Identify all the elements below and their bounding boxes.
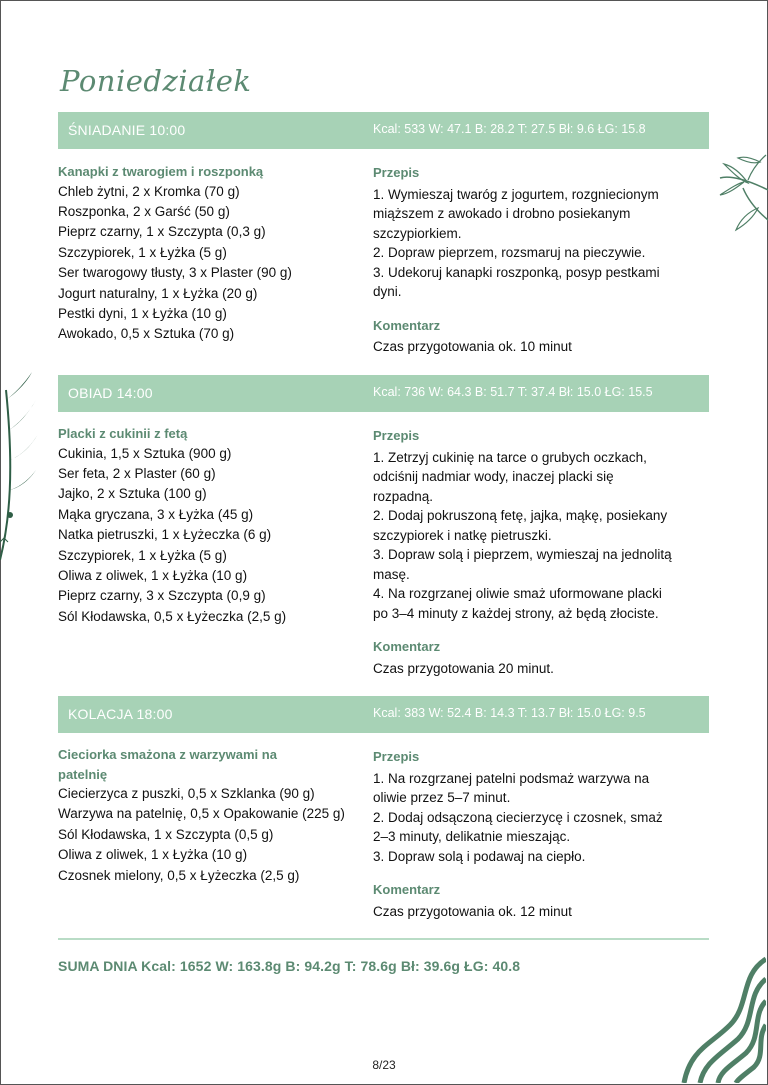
recipe-line: miąższem z awokado i drobno posiekanym — [373, 206, 631, 221]
meal-time: ŚNIADANIE 10:00 — [68, 122, 186, 138]
summary-divider — [58, 938, 709, 940]
recipe-label: Przepis — [373, 165, 420, 180]
leaf-decoration-right-icon — [718, 150, 768, 260]
ingredient-item: Jajko, 2 x Sztuka (100 g) — [58, 486, 207, 502]
recipe-line: odciśnij nadmiar wody, inaczej placki się — [373, 469, 614, 484]
recipe-line: 1. Na rozgrzanej patelni podsmaż warzywa na — [373, 770, 650, 786]
meal-time: OBIAD 14:00 — [68, 385, 153, 401]
recipe-lunch — [373, 426, 708, 679]
meal-header-breakfast — [58, 112, 709, 149]
ingredient-item: Natka pietruszki, 1 x Łyżeczka (6 g) — [58, 527, 272, 543]
recipe-line: 2. Dodaj odsączoną ciecierzycę i czosnek, smaż — [373, 809, 663, 825]
meal-macros: Kcal: 533 W: 47.1 B: 28.2 T: 27.5 Bł: 9.6 ŁG: 15.8 — [373, 122, 646, 136]
ingredient-item: Oliwa z oliwek, 1 x Łyżka (10 g) — [58, 567, 248, 583]
recipe-line: 2–3 minuty, delikatnie mieszając. — [373, 829, 571, 844]
ingredient-item: Awokado, 0,5 x Sztuka (70 g) — [58, 326, 235, 342]
comment-label: Komentarz — [373, 317, 441, 333]
ingredient-item: Chleb żytni, 2 x Kromka (70 g) — [58, 183, 240, 199]
recipe-line: szczypiorkiem. — [373, 225, 462, 241]
recipe-label: Przepis — [373, 749, 420, 764]
page-number: 8/23 — [372, 1058, 396, 1072]
meal-header-dinner — [58, 696, 709, 733]
ingredient-item: Mąka gryczana, 3 x Łyżka (45 g) — [58, 506, 254, 522]
recipe-line: 1. Wymieszaj twaróg z jogurtem, rozgniecionym — [373, 186, 659, 202]
recipe-steps — [373, 769, 708, 867]
comment-label: Komentarz — [373, 639, 441, 654]
recipe-line: szczypiorek i natkę pietruszki. — [373, 527, 552, 543]
recipe-line: 4. Na rozgrzanej oliwie smaż uformowane placki — [373, 586, 662, 601]
recipe-steps — [373, 185, 708, 302]
ingredient-item: Sól Kłodawska, 1 x Szczypta (0,5 g) — [58, 826, 274, 842]
comment-text: Czas przygotowania ok. 12 minut — [373, 903, 572, 919]
recipe-line: 3. Udekoruj kanapki roszponką, posyp pestkami — [373, 264, 660, 280]
recipe-line: po 3–4 minuty z każdej strony, aż będą złociste. — [373, 605, 659, 621]
dish-name: Placki z cukinii z fetą — [58, 426, 188, 441]
ingredient-item: Pestki dyni, 1 x Łyżka (10 g) — [58, 305, 227, 321]
recipe-line: 3. Dopraw solą i podawaj na ciepło. — [373, 848, 586, 864]
recipe-label: Przepis — [373, 428, 420, 443]
meal-time: KOLACJA 18:00 — [68, 706, 173, 722]
ingredient-item: Szczypiorek, 1 x Łyżka (5 g) — [58, 547, 227, 563]
meal-macros: Kcal: 383 W: 52.4 B: 14.3 T: 13.7 Bł: 15.0 ŁG: 9.5 — [373, 706, 646, 720]
dish-name: Cieciorka smażona z warzywami na patelnię — [58, 747, 277, 782]
ingredient-item: Ciecierzyca z puszki, 0,5 x Szklanka (90 g) — [58, 786, 315, 801]
ingredient-item: Jogurt naturalny, 1 x Łyżka (20 g) — [58, 285, 258, 301]
recipe-line: 2. Dopraw pieprzem, rozsmaruj na pieczywie. — [373, 245, 646, 260]
ingredients-dinner — [58, 745, 368, 886]
recipe-breakfast — [373, 163, 708, 357]
ingredient-item: Warzywa na patelnię, 0,5 x Opakowanie (225 g) — [58, 806, 345, 822]
recipe-line: 3. Dopraw solą i pieprzem, wymieszaj na jednolitą — [373, 547, 672, 562]
ingredient-item: Ser feta, 2 x Plaster (60 g) — [58, 465, 216, 481]
leaf-decoration-left-icon — [0, 370, 40, 560]
ingredient-item: Pieprz czarny, 3 x Szczypta (0,9 g) — [58, 588, 266, 604]
recipe-line: masę. — [373, 566, 410, 582]
ingredient-item: Szczypiorek, 1 x Łyżka (5 g) — [58, 244, 227, 260]
ingredient-item: Czosnek mielony, 0,5 x Łyżeczka (2,5 g) — [58, 867, 300, 883]
recipe-line: dyni. — [373, 284, 402, 299]
recipe-line: 1. Zetrzyj cukinię na tarce o grubych oczkach, — [373, 449, 647, 465]
ingredient-item: Ser twarogowy tłusty, 3 x Plaster (90 g) — [58, 265, 292, 281]
meal-header-lunch — [58, 375, 709, 412]
day-title: Poniedziałek — [60, 64, 252, 98]
ingredient-item: Pieprz czarny, 1 x Szczypta (0,3 g) — [58, 224, 266, 240]
recipe-dinner — [373, 747, 708, 922]
comment-text: Czas przygotowania 20 minut. — [373, 660, 554, 676]
ingredient-item: Roszponka, 2 x Garść (50 g) — [58, 203, 230, 219]
comment-text: Czas przygotowania ok. 10 minut — [373, 339, 572, 354]
ingredient-item: Cukinia, 1,5 x Sztuka (900 g) — [58, 445, 232, 461]
ingredient-item: Sól Kłodawska, 0,5 x Łyżeczka (2,5 g) — [58, 608, 287, 624]
ingredients-breakfast — [58, 162, 368, 345]
dish-name: Kanapki z twarogiem i roszponką — [58, 164, 264, 179]
recipe-line: oliwie przez 5–7 minut. — [373, 790, 511, 805]
ingredient-item: Oliwa z oliwek, 1 x Łyżka (10 g) — [58, 847, 248, 863]
comment-label: Komentarz — [373, 882, 441, 897]
ingredients-lunch — [58, 424, 368, 627]
recipe-line: 2. Dodaj pokruszoną fetę, jajka, mąkę, posiekany — [373, 508, 668, 523]
recipe-line: rozpadną. — [373, 488, 434, 504]
recipe-steps — [373, 448, 708, 624]
meal-macros: Kcal: 736 W: 64.3 B: 51.7 T: 37.4 Bł: 15.0 ŁG: 15.5 — [373, 385, 653, 399]
day-summary: SUMA DNIA Kcal: 1652 W: 163.8g B: 94.2g T: 78.6g Bł: 39.6g ŁG: 40.8 — [58, 958, 521, 974]
